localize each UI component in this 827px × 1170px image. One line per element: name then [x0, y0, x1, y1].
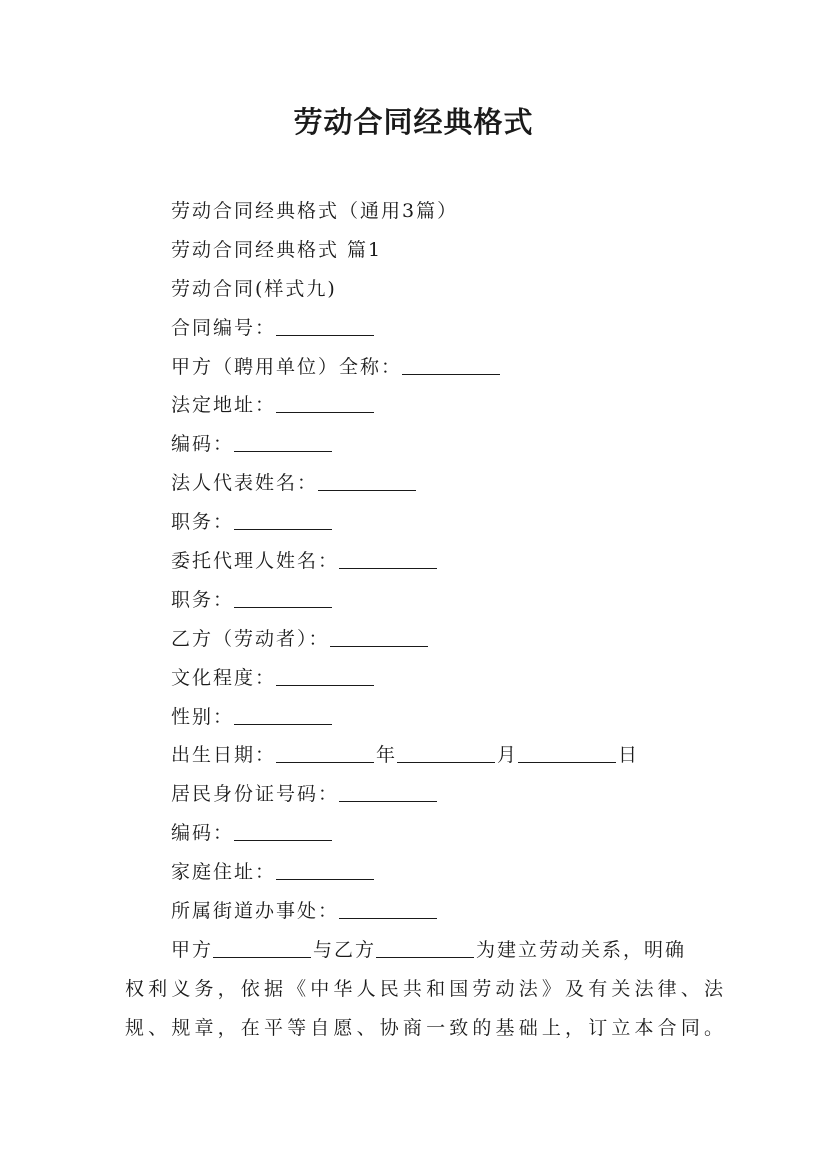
field-legal-rep — [171, 468, 731, 507]
field-label: 家庭住址： — [171, 861, 277, 884]
fill-in-blank — [234, 704, 332, 725]
year-label: 年 — [376, 744, 398, 767]
fill-in-blank — [339, 898, 437, 919]
document-title: 劳动合同经典格式 — [293, 105, 534, 139]
field-label: 合同编号： — [171, 316, 277, 339]
field-contract-number — [171, 313, 731, 352]
paragraph-text: 甲方 — [171, 939, 214, 961]
field-home-address — [171, 857, 731, 896]
paragraph-line-1 — [125, 931, 725, 970]
fill-in-blank — [234, 509, 332, 530]
field-position-agent — [171, 585, 731, 624]
fill-in-blank-month — [397, 742, 495, 763]
field-label: 甲方（聘用单位）全称： — [171, 355, 403, 378]
paragraph-line-2: 权利义务，依据《中华人民共和国劳动法》及有关法律、法 — [125, 977, 725, 1000]
fill-in-blank — [330, 626, 428, 647]
fill-in-blank — [213, 937, 311, 958]
subtitle-text: 劳动合同经典格式（通用3篇） — [171, 200, 459, 222]
field-agent-name — [171, 546, 731, 585]
fill-in-blank — [234, 587, 332, 608]
fill-in-blank — [234, 431, 332, 452]
month-label: 月 — [497, 744, 519, 767]
field-subdistrict — [171, 896, 731, 935]
field-party-a-name — [171, 352, 731, 391]
fill-in-blank — [339, 548, 437, 569]
fill-in-blank — [339, 781, 437, 802]
paragraph-text: 为建立劳动关系，明确 — [476, 939, 687, 961]
field-postcode-a — [171, 429, 731, 468]
field-label: 职务： — [171, 511, 235, 534]
field-position-a — [171, 507, 731, 546]
contract-intro-paragraph — [125, 931, 725, 1048]
contract-header-fields — [171, 196, 731, 935]
fill-in-blank — [276, 665, 374, 686]
fill-in-blank-year — [276, 742, 374, 763]
paragraph-line-3: 规、规章，在平等自愿、协商一致的基础上，订立本合同。 — [125, 1016, 725, 1039]
fill-in-blank — [276, 392, 374, 413]
fill-in-blank-day — [518, 742, 616, 763]
section-heading — [171, 235, 731, 274]
field-gender — [171, 702, 731, 741]
field-party-b — [171, 624, 731, 663]
field-label: 文化程度： — [171, 666, 277, 689]
field-label: 职务： — [171, 588, 235, 611]
section-heading-text: 劳动合同经典格式 篇1 — [171, 238, 383, 261]
fill-in-blank — [276, 315, 374, 336]
field-label: 居民身份证号码： — [171, 783, 340, 806]
field-label: 法定地址： — [171, 394, 277, 417]
field-legal-address — [171, 390, 731, 429]
fill-in-blank — [276, 859, 374, 880]
fill-in-blank — [376, 937, 474, 958]
field-label: 编码： — [171, 822, 235, 845]
day-label: 日 — [618, 744, 640, 767]
fill-in-blank — [234, 820, 332, 841]
contract-type-line — [171, 274, 731, 313]
field-label: 乙方（劳动者）： — [171, 627, 330, 650]
fill-in-blank — [402, 354, 500, 375]
field-label: 性别： — [171, 705, 235, 728]
subtitle-line — [171, 196, 731, 235]
field-birth-date — [171, 740, 731, 779]
field-label: 出生日期： — [171, 744, 277, 767]
field-label: 编码： — [171, 433, 235, 456]
field-label: 法人代表姓名： — [171, 472, 319, 495]
fill-in-blank — [318, 470, 416, 491]
field-label: 委托代理人姓名： — [171, 550, 340, 573]
contract-type-text: 劳动合同(样式九) — [171, 277, 337, 300]
field-label: 所属街道办事处： — [171, 900, 340, 923]
paragraph-text: 与乙方 — [313, 939, 377, 961]
field-id-number — [171, 779, 731, 818]
field-education — [171, 663, 731, 702]
field-postcode-b — [171, 818, 731, 857]
